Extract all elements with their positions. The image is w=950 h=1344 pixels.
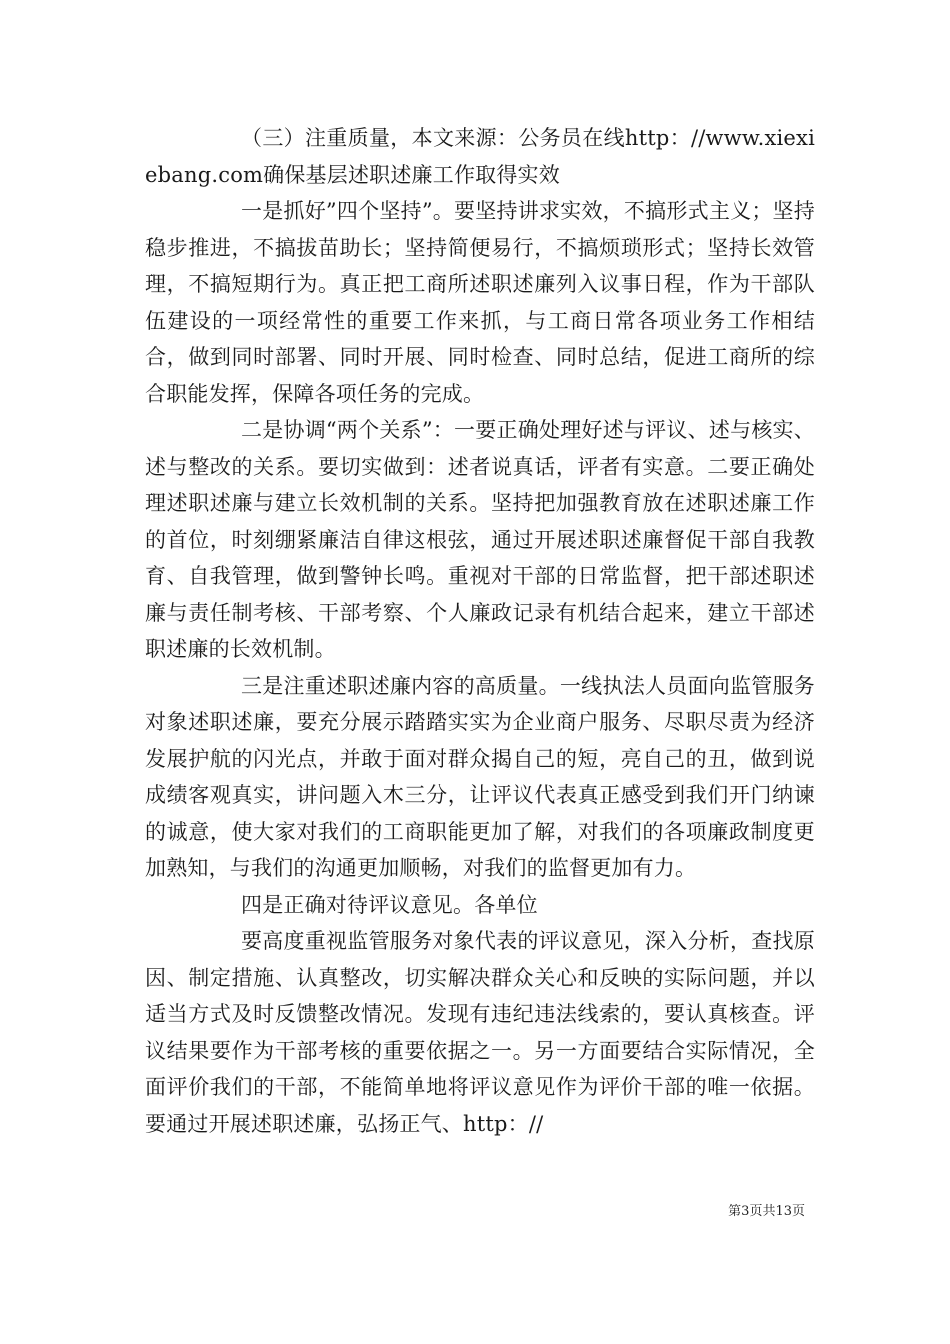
- paragraph-attach-importance: 要高度重视监管服务对象代表的评议意见，深入分析，查找原因、制定措施、认真整改，切实解决群众关心和反映的实际问题，并以适当方式及时反馈整改情况。发现有违纪违法线索的，要认真核查。评议结果要作为干部考核的重要依据之一。另一方面要结合实际情况，全面评价我们的干部，不能简单地将评议意见作为评价干部的唯一依据。要通过开展述职述廉，弘扬正气、http：//: [145, 929, 815, 1136]
- paragraph-evaluation-opinions: 四是正确对待评议意见。各单位: [241, 892, 538, 917]
- paragraph-four-adherences: 一是抓好”四个坚持”。要坚持讲求实效，不搞形式主义；坚持稳步推进，不搞拔苗助长；坚持简便易行，不搞烦琐形式；坚持长效管理，不搞短期行为。真正把工商所述职述廉列入议事日程，作为干部队伍建设的一项经常性的重要工作来抓，与工商日常各项业务工作相结合，做到同时部署、同时开展、同时检查、同时总结，促进工商所的综合职能发挥，保障各项任务的完成。: [145, 199, 815, 406]
- document-body: [145, 120, 815, 1142]
- paragraph-two-relations: 二是协调“两个关系”：一要正确处理好述与评议、述与核实、述与整改的关系。要切实做到：述者说真话，评者有实意。二要正确处理述职述廉与建立长效机制的关系。坚持把加强教育放在述职述廉工作的首位，时刻绷紧廉洁自律这根弦，通过开展述职述廉督促干部自我教育、自我管理，做到警钟长鸣。重视对干部的日常监督，把干部述职述廉与责任制考核、干部考察、个人廉政记录有机结合起来，建立干部述职述廉的长效机制。: [145, 418, 815, 661]
- paragraph-quality-heading: （三）注重质量，本文来源：公务员在线http：//www.xiexiebang.com确保基层述职述廉工作取得实效: [145, 126, 815, 187]
- page-number-footer: 第3页共13页: [728, 1204, 805, 1219]
- paragraph-high-quality-content: 三是注重述职述廉内容的高质量。一线执法人员面向监管服务对象述职述廉，要充分展示踏踏实实为企业商户服务、尽职尽责为经济发展护航的闪光点，并敢于面对群众揭自己的短，亮自己的丑，做到说成绩客观真实，讲问题入木三分，让评议代表真正感受到我们开门纳谏的诚意，使大家对我们的工商职能更加了解，对我们的各项廉政制度更加熟知，与我们的沟通更加顺畅，对我们的监督更加有力。: [145, 673, 815, 880]
